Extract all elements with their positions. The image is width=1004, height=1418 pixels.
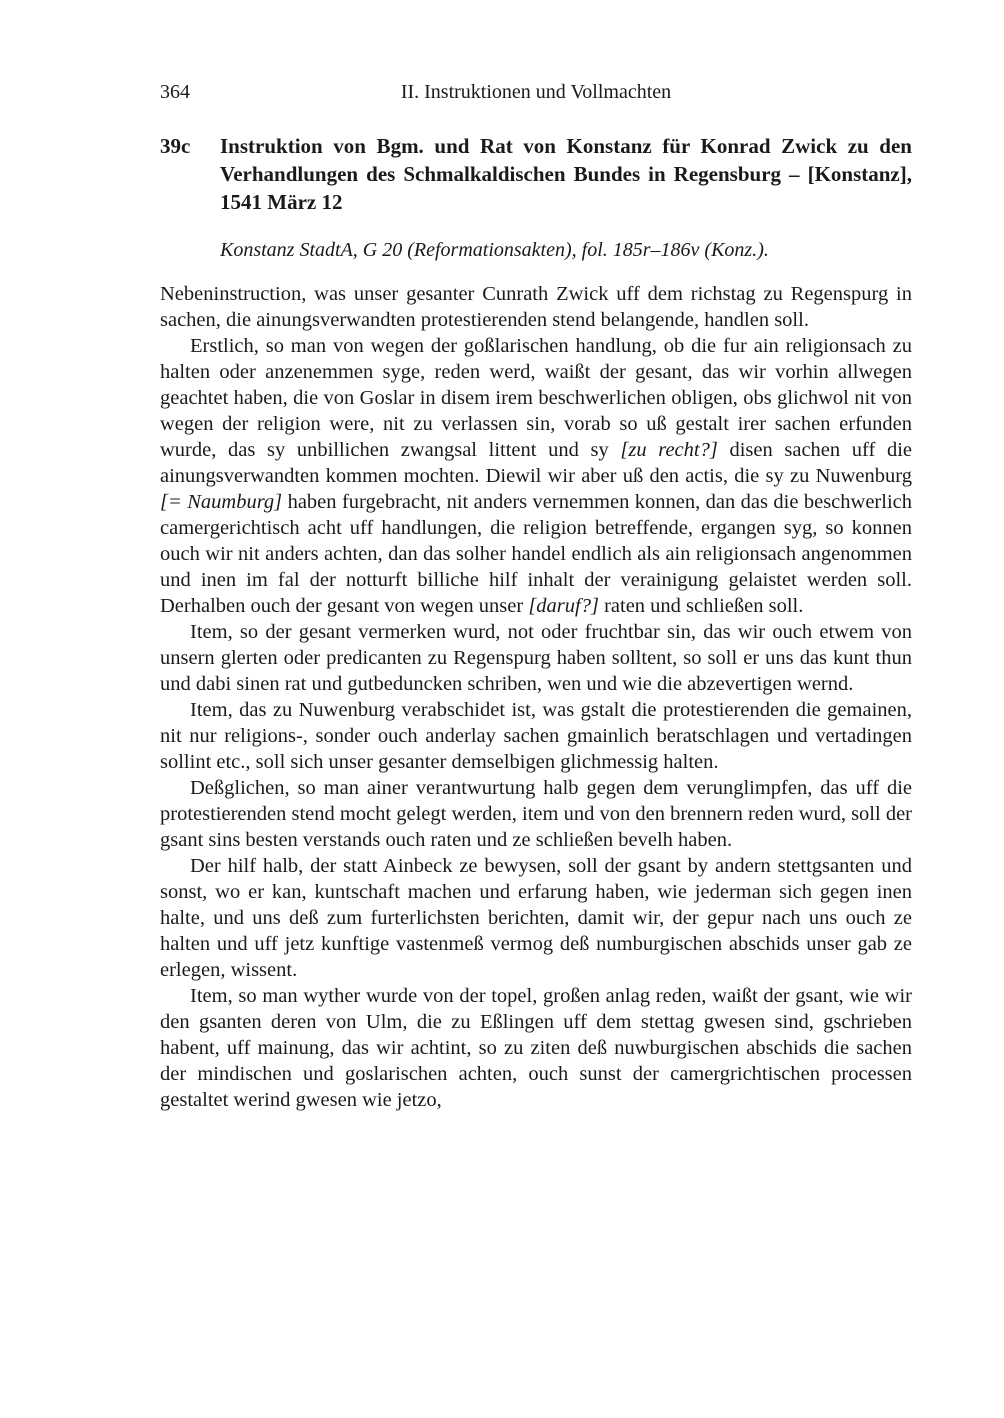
paragraph: Der hilf halb, der statt Ainbeck ze bewysen, soll der gsant by andern stettgsanten und sonst, wo er kan, kuntschaft machen und erfarung haben, wie jederman sich gegen inen halte, und uns deß zum furterlichsten berichten, damit wir, der gepur nach uns ouch ze halten und uff jetz kunftige vastenmeß vermog deß numburgischen abschids unser gab ze erlegen, wissent. bbox=[160, 855, 912, 981]
entry-number: 39c bbox=[160, 134, 191, 158]
paragraph: Item, so der gesant vermerken wurd, not oder fruchtbar sin, das wir ouch etwem von unsern glerten oder predicanten zu Regenspurg haben solltent, so soll er uns das kunt thun und dabi sinen rat und gutbeduncken schriben, wen und wie die abzevertigen wernd. bbox=[160, 621, 912, 695]
paragraph: Item, so man wyther wurde von der topel, großen anlag reden, waißt der gsant, wie wir den gsanten deren von Ulm, die zu Eßlingen uff dem stettag gwesen sind, gschrieben habent, uff mainung, das wir achtint, so zu ziten deß nuwburgischen abschids die sachen der mindischen und goslarischen achten, ouch sunst der camergrichtischen processen gestaltet werind gwesen wie jetzo, bbox=[160, 985, 912, 1111]
paragraph: Item, das zu Nuwenburg verabschidet ist, was gstalt die protestierenden die gemainen, nit nur religions-, sonder ouch anderlay sachen gmainlich beratschlagen und vertadingen sollint etc., soll sich unser gesanter demselbigen glichmessig halten. bbox=[160, 699, 912, 773]
entry-title: Instruktion von Bgm. und Rat von Konstanz für Konrad Zwick zu den Verhandlungen des Schmalkaldischen Bundes in Regensburg – [Konstanz], 1541 März 12 bbox=[220, 134, 912, 214]
document-body bbox=[160, 281, 912, 1113]
entry-heading bbox=[160, 132, 912, 216]
running-head: II. Instruktionen und Vollmachten bbox=[400, 81, 672, 103]
source-citation: Konstanz StadtA, G 20 (Reformationsakten), fol. 185r–186v (Konz.). bbox=[220, 239, 769, 261]
paragraph: Erstlich, so man von wegen der goßlarischen handlung, ob die fur ain religionsach zu halten oder anzenemmen syge, reden werd, waißt der gesant, das wir vorhin allwegen geachtet haben, die von Goslar in disem irem beschwerlichen obligen, obs glichwol nit von wegen der religion were, nit zu verlassen sin, vorab so uß gestalt irer sachen erfunden wurde, das sy unbillichen zwangsal littent und sy [zu recht?] disen sachen uff die ainungsverwandten kommen mochten. Diewil wir aber uß den actis, die sy zu Nuwenburg [= Naumburg] haben furgebracht, nit anders vernemmen konnen, dan das die beschwerlich camergerichtisch acht uff handlungen, die religion betreffende, ergangen syg, so konnen ouch wir nit anders achten, dan das solher handel endlich als ain religionsach angenommen und inen im fal der notturft billiche hilf inhalt der verainigung gelaistet werden soll. Derhalben ouch der gesant von wegen unser [daruf?] raten und schließen soll. bbox=[160, 335, 913, 617]
paragraph: Nebeninstruction, was unser gesanter Cunrath Zwick uff dem richstag zu Regenspurg in sachen, die ainungsverwandten protestierenden stend belangende, handlen soll. bbox=[160, 283, 912, 331]
paragraph: Deßglichen, so man ainer verantwurtung halb gegen dem verunglimpfen, das uff die protestierenden stend mocht gelegt werden, item und von den brennern reden wurd, soll der gsant sins besten verstands ouch raten und ze schließen bevelh haben. bbox=[160, 777, 913, 851]
page-header bbox=[160, 80, 912, 104]
page-number: 364 bbox=[160, 81, 190, 103]
